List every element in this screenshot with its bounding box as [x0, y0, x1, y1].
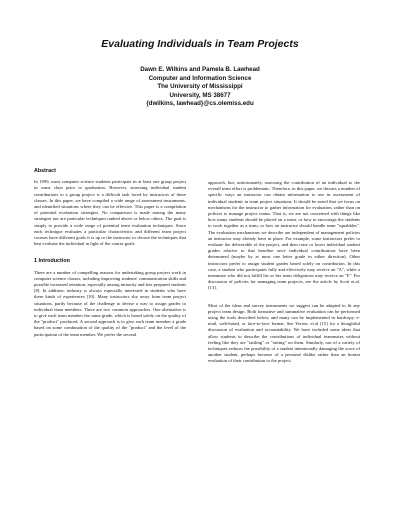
- right-paragraph-1: approach, but, unfortunately, assessing the contribution of an individual to the overall team effort is problematic. Therefore, in this paper, we discuss a number of specific ways an instructor can obtain information to use in assessment of individual students in team project situations. It should be noted that we focus on mechanisms for the instructor to gather information for evaluation, rather than on policies to manage project teams. That is, we are not concerned with things like how many students should be placed on a team, or how to encourage the students to work together as a team, or how an instructor should handle team "squabbles". The evaluation mechanisms we describe are independent of management policies an instructor may already have in place. For example, some instructors prefer to evaluate the deliverable of the project, and then raise or lower individual student grades relative to that baseline once individual contributions have been determined (maybe by at most one letter grade in either direction). Other instructors prefer to assign student grades based solely on contribution. In this case, a student who participates fully and effectively may receive an "A", while a teammate who did not fulfill his or her team obligations may receive an "F." For discussion of policies for managing team projects, see the article by Scott et.al.[13].: [208, 180, 360, 291]
- author-university: The University of Mississippi: [157, 83, 243, 91]
- author-email: {dwilkins, lawhead}@cs.olemiss.edu: [146, 100, 254, 108]
- author-location: University, MS 38677: [169, 91, 231, 99]
- paper-title: Evaluating Individuals in Team Projects: [101, 38, 299, 50]
- introduction-text: There are a number of compelling reasons for undertaking group project work in computer science classes, including improving students' communication skills and possible increased retention, especially among minority and less prepared students [8]. In addition, industry is always especially interested in students who have these kinds of experiences [10]. Many instructors shy away from team project situations, partly because of the challenge to devise a way to assign grades to individual team members. There are two common approaches. One alternative is to give each team member the same grade, which is based solely on the quality of the "product" produced. A second approach is to give each team member a grade based on some combination of the quality of the "product" and the level of the participation of the team member. We prefer the second: [34, 269, 186, 337]
- author-department: Computer and Information Science: [148, 74, 252, 82]
- right-paragraph-2: Most of the ideas and survey instruments we suggest can be adapted to fit any project team design. Both formative and summative evaluation can be performed using the tools described below, and many can be implemented in hardcopy, e-mail, web-based, or face-to-face format. See Yerion, et.al [15] for a thoughtful discussion of evaluation and accountability. We have included some ideas that allow students to describe the contributions of individual teammates without feeling like they are "tattling" or "ratting" on them. Similarly, use of a variety of techniques reduces the possibility of a student intentionally damaging the score of another student, perhaps because of a personal dislike rather than an honest evaluation of their contribution to the project.: [208, 302, 360, 364]
- right-column: [208, 180, 360, 370]
- left-column: [34, 168, 186, 343]
- abstract-text: In 1999, most computer science students participate in at least one group project in some class prior to graduation. However, assessing individual student contributions to a group project is a difficult task faced by instructors of these classes. In this paper, we have compiled a wide range of assessment instruments, and identified situations where they can be effective. This paper is a compilation of potential evaluation strategies. No comparison is made among the many strategies nor are particular techniques ranked above or below others. The goal is simply to provide a wide range of potential team evaluation techniques. Since each technique evaluates a particular characteristic and different team project courses have different goals it is up to the instructor to choose the techniques that best evaluate the individual in light of the course goals.: [34, 179, 186, 247]
- abstract-heading: Abstract: [34, 168, 56, 174]
- author-names: Dawn E. Wilkins and Pamela B. Lawhead: [140, 66, 260, 73]
- introduction-heading: 1 Introduction: [34, 258, 70, 265]
- author-block: [0, 66, 400, 109]
